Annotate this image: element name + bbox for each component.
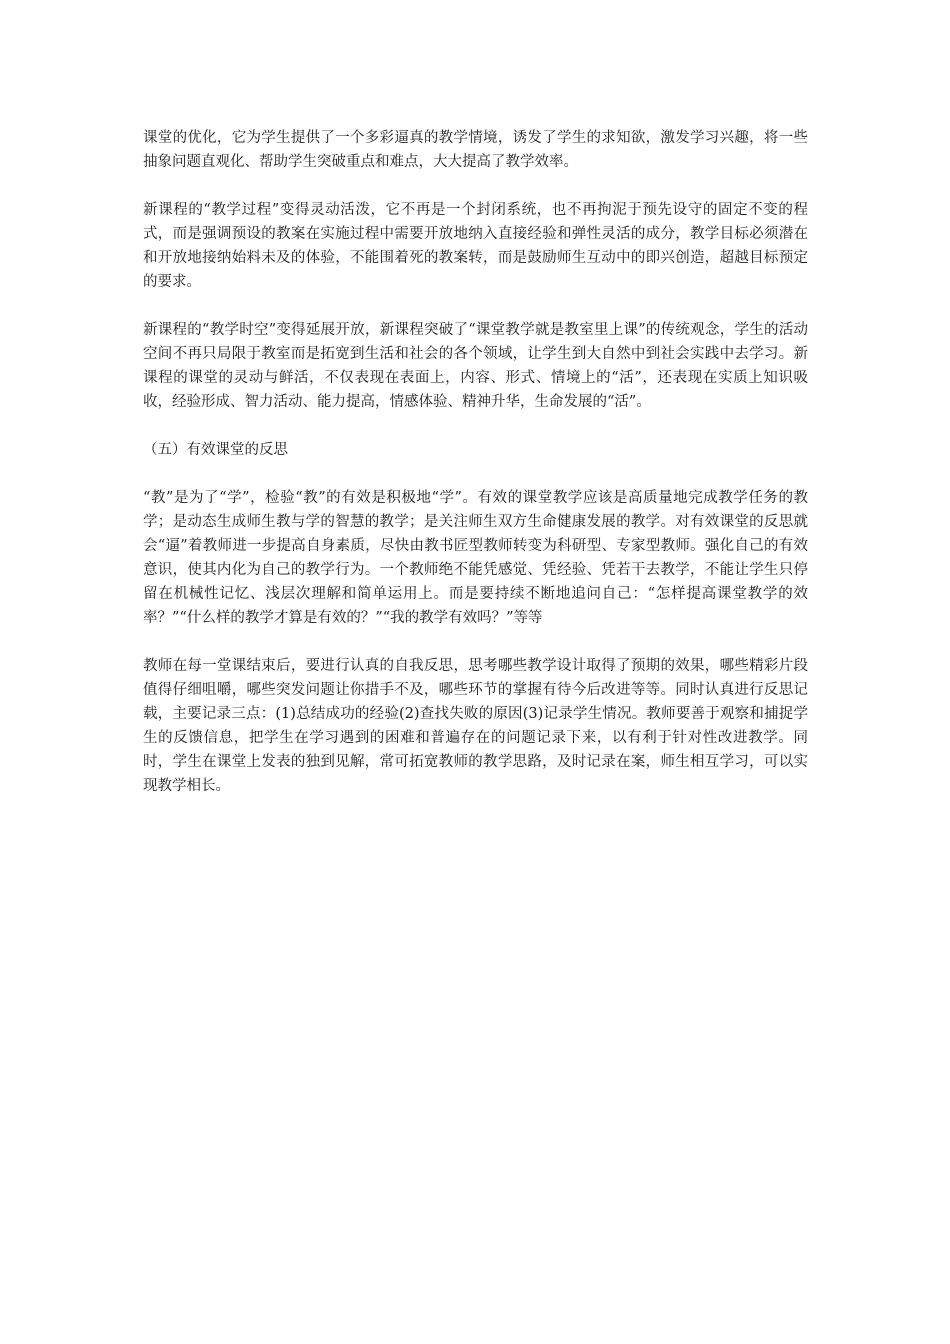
- section-heading: （五）有效课堂的反思: [143, 442, 288, 458]
- paragraph-classroom-optimization: 课堂的优化，它为学生提供了一个多彩逼真的教学情境，诱发了学生的求知欲，激发学习兴趣，将一些抽象问题直观化、帮助学生突破重点和难点，大大提高了教学效率。: [143, 130, 808, 170]
- paragraph-effective-teaching: “教”是为了“学”，检验“教”的有效是积极地“学”。有效的课堂教学应该是高质量地完成教学任务的教学；是动态生成师生教与学的智慧的教学；是关注师生双方生命健康发展的教学。对有效课堂的反思就会“逼”着教师进一步提高自身素质，尽快由教书匠型教师转变为科研型、专家型教师。强化自己的有效意识，使其内化为自己的教学行为。一个教师绝不能凭感觉、凭经验、凭若干去教学，不能让学生只停留在机械性记忆、浅层次理解和简单运用上。而是要持续不断地追问自己：“怎样提高课堂教学的效率？”“什么样的教学才算是有效的？”“我的教学有效吗？”等等: [143, 490, 808, 626]
- document-body: [143, 126, 808, 822]
- paragraph-teaching-process: 新课程的“教学过程”变得灵动活泼，它不再是一个封闭系统，也不再拘泥于预先设守的固定不变的程式，而是强调预设的教案在实施过程中需要开放地纳入直接经验和弹性灵活的成分，教学目标必须潜在和开放地接纳始料未及的体验，不能围着死的教案转，而是鼓励师生互动中的即兴创造，超越目标预定的要求。: [143, 202, 808, 290]
- paragraph-teaching-space-time: 新课程的“教学时空”变得延展开放，新课程突破了“课堂教学就是教室里上课”的传统观念，学生的活动空间不再只局限于教室而是拓宽到生活和社会的各个领域，让学生到大自然中到社会实践中去学习。新课程的课堂的灵动与鲜活，不仅表现在表面上，内容、形式、情境上的“活”，还表现在实质上知识吸收，经验形成、智力活动、能力提高，情感体验、精神升华，生命发展的“活”。: [143, 322, 808, 410]
- paragraph-self-reflection: 教师在每一堂课结束后，要进行认真的自我反思，思考哪些教学设计取得了预期的效果，哪些精彩片段值得仔细咀嚼，哪些突发问题让你措手不及，哪些环节的掌握有待今后改进等等。同时认真进行反思记载，主要记录三点：(1)总结成功的经验(2)查找失败的原因(3)记录学生情况。教师要善于观察和捕捉学生的反馈信息，把学生在学习遇到的困难和普遍存在的问题记录下来，以有利于针对性改进教学。同时，学生在课堂上发表的独到见解，常可拓宽教师的教学思路，及时记录在案，师生相互学习，可以实现教学相长。: [143, 658, 808, 794]
